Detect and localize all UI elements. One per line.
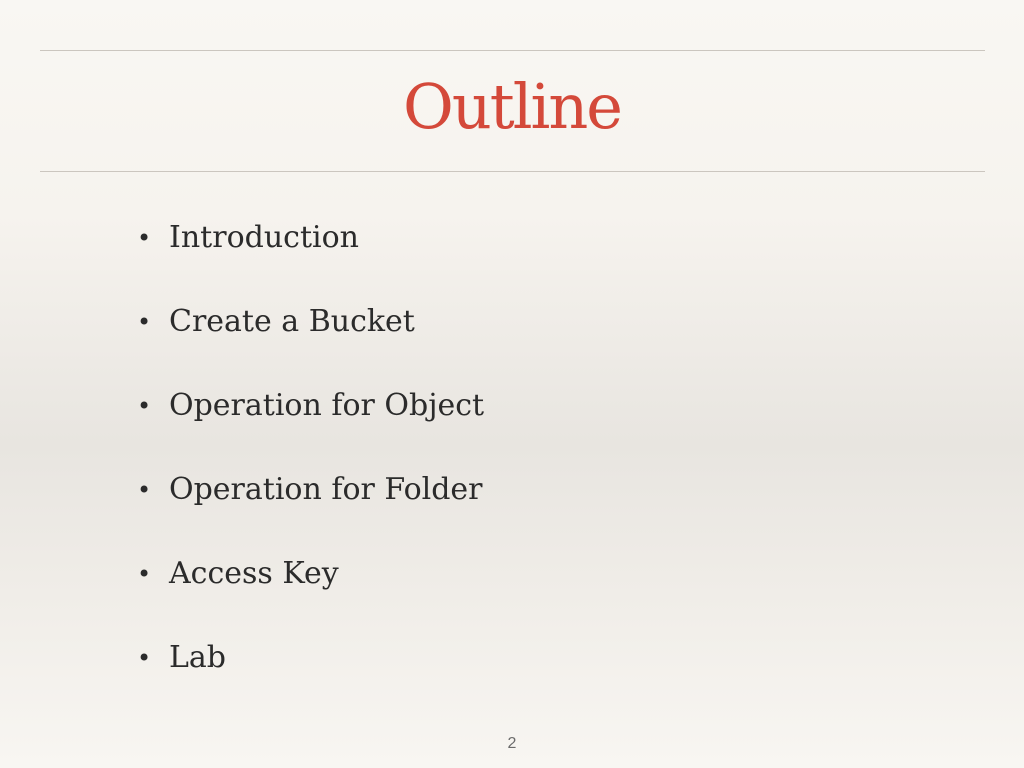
bullet-item-create-a-bucket bbox=[137, 301, 484, 343]
bullet-text: Operation for Object bbox=[169, 388, 485, 423]
outline-bullet-list bbox=[137, 217, 484, 721]
bullet-item-access-key bbox=[137, 553, 484, 595]
bullet-item-lab bbox=[137, 637, 484, 679]
bullet-item-introduction bbox=[137, 217, 484, 259]
bullet-text: Access Key bbox=[169, 556, 339, 591]
bullet-dot-icon: • bbox=[137, 560, 152, 588]
bullet-dot-icon: • bbox=[137, 644, 152, 672]
bullet-item-operation-for-folder bbox=[137, 469, 484, 511]
bullet-dot-icon: • bbox=[137, 392, 152, 420]
slide-title: Outline bbox=[403, 70, 621, 143]
bullet-text: Operation for Folder bbox=[169, 472, 483, 507]
page-number: 2 bbox=[507, 735, 517, 752]
title-top-divider bbox=[40, 50, 985, 51]
bullet-text: Create a Bucket bbox=[169, 304, 415, 339]
bullet-dot-icon: • bbox=[137, 308, 152, 336]
bullet-item-operation-for-object bbox=[137, 385, 484, 427]
bullet-text: Lab bbox=[169, 640, 227, 675]
title-bottom-divider bbox=[40, 171, 985, 172]
bullet-dot-icon: • bbox=[137, 476, 152, 504]
bullet-text: Introduction bbox=[169, 220, 359, 255]
bullet-dot-icon: • bbox=[137, 224, 152, 252]
